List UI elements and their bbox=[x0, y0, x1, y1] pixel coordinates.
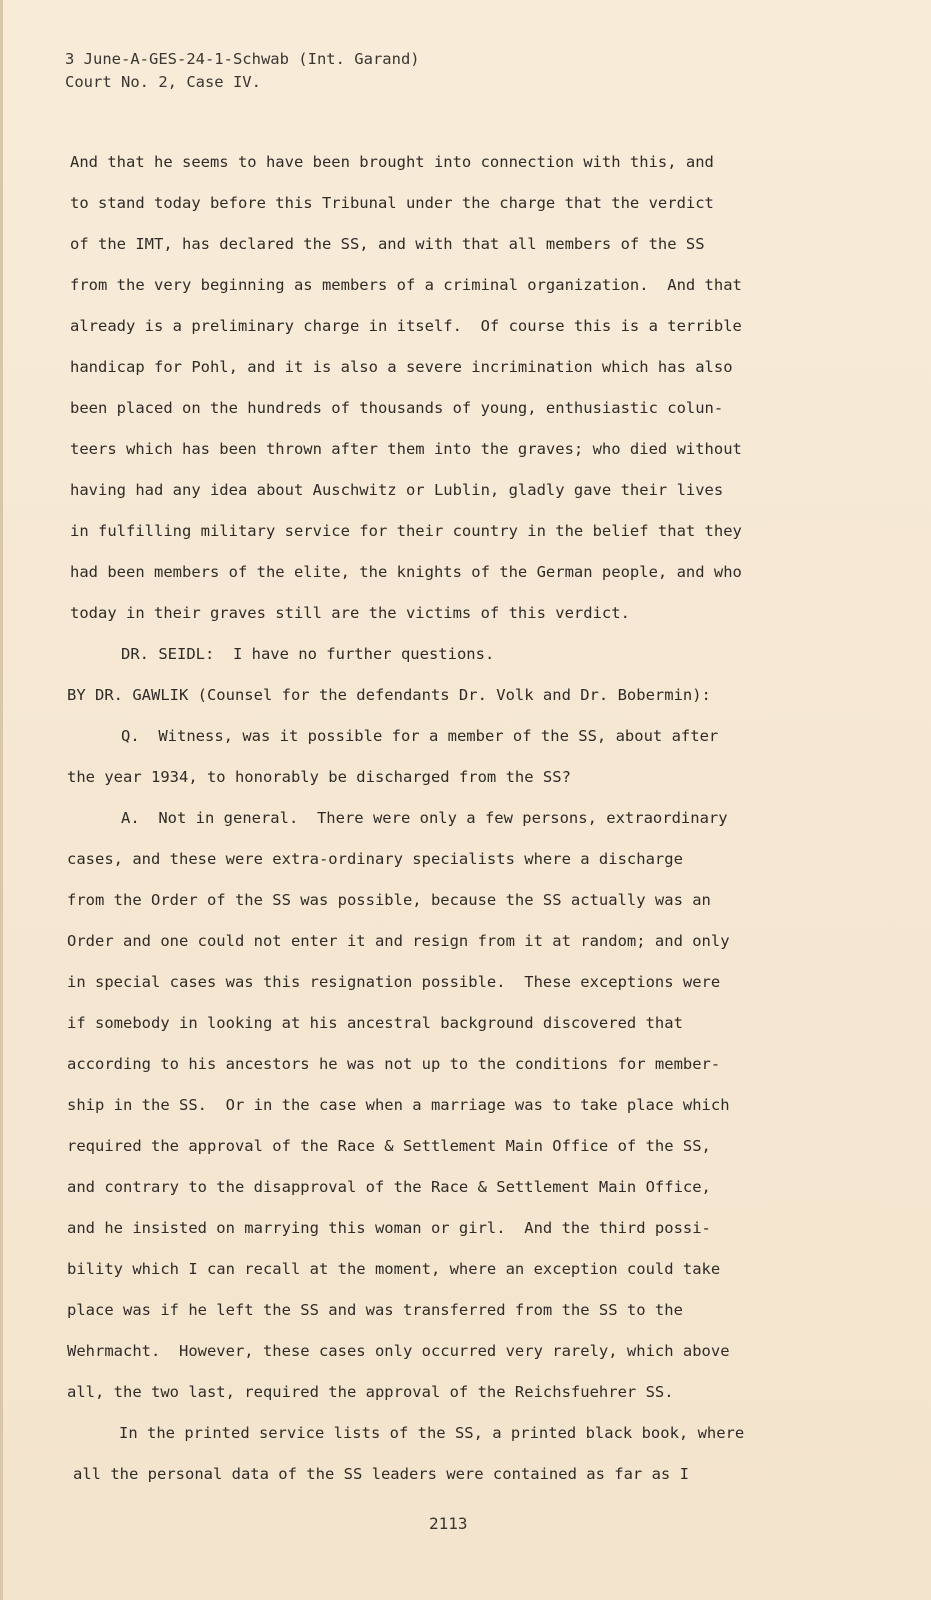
text-line: required the approval of the Race & Settlement Main Office of the SS, bbox=[67, 1137, 711, 1155]
text-line: from the very beginning as members of a criminal organization. And that bbox=[70, 276, 742, 294]
text-line: handicap for Pohl, and it is also a severe incrimination which has also bbox=[70, 358, 733, 376]
text-line: ship in the SS. Or in the case when a marriage was to take place which bbox=[67, 1096, 730, 1114]
speaker-line: DR. SEIDL: I have no further questions. bbox=[121, 645, 495, 663]
text-line: today in their graves still are the victims of this verdict. bbox=[70, 604, 630, 622]
text-line: place was if he left the SS and was transferred from the SS to the bbox=[67, 1301, 683, 1319]
text-line: And that he seems to have been brought into connection with this, and bbox=[70, 153, 714, 171]
text-line: and he insisted on marrying this woman or girl. And the third possi- bbox=[67, 1219, 711, 1237]
header-line-2: Court No. 2, Case IV. bbox=[65, 73, 261, 91]
text-line: Wehrmacht. However, these cases only occurred very rarely, which above bbox=[67, 1342, 730, 1360]
text-line: had been members of the elite, the knights of the German people, and who bbox=[70, 563, 742, 581]
answer-line: A. Not in general. There were only a few persons, extraordinary bbox=[121, 809, 728, 827]
text-line: the year 1934, to honorably be discharged from the SS? bbox=[67, 768, 571, 786]
text-line: all, the two last, required the approval of the Reichsfuehrer SS. bbox=[67, 1383, 674, 1401]
text-line: having had any idea about Auschwitz or Lublin, gladly gave their lives bbox=[70, 481, 724, 499]
text-line: already is a preliminary charge in itself. Of course this is a terrible bbox=[70, 317, 742, 335]
text-line: of the IMT, has declared the SS, and with that all members of the SS bbox=[70, 235, 705, 253]
text-line: in fulfilling military service for their country in the belief that they bbox=[70, 522, 742, 540]
text-line: In the printed service lists of the SS, a printed black book, where bbox=[119, 1424, 745, 1442]
text-line: all the personal data of the SS leaders were contained as far as I bbox=[73, 1465, 689, 1483]
text-line: cases, and these were extra-ordinary specialists where a discharge bbox=[67, 850, 683, 868]
text-line: in special cases was this resignation possible. These exceptions were bbox=[67, 973, 721, 991]
text-line: from the Order of the SS was possible, because the SS actually was an bbox=[67, 891, 711, 909]
document-header bbox=[65, 48, 420, 94]
text-line: been placed on the hundreds of thousands of young, enthusiastic colun- bbox=[70, 399, 724, 417]
question-line: Q. Witness, was it possible for a member of the SS, about after bbox=[121, 727, 719, 745]
text-line: and contrary to the disapproval of the Race & Settlement Main Office, bbox=[67, 1178, 711, 1196]
page-number: 2113 bbox=[429, 1514, 468, 1533]
text-line: to stand today before this Tribunal under the charge that the verdict bbox=[70, 194, 714, 212]
examination-heading: BY DR. GAWLIK (Counsel for the defendants Dr. Volk and Dr. Bobermin): bbox=[67, 686, 711, 704]
text-line: Order and one could not enter it and resign from it at random; and only bbox=[67, 932, 730, 950]
text-line: if somebody in looking at his ancestral background discovered that bbox=[67, 1014, 683, 1032]
text-line: bility which I can recall at the moment, where an exception could take bbox=[67, 1260, 721, 1278]
text-line: teers which has been thrown after them into the graves; who died without bbox=[70, 440, 742, 458]
header-line-1: 3 June-A-GES-24-1-Schwab (Int. Garand) bbox=[65, 50, 420, 68]
text-line: according to his ancestors he was not up to the conditions for member- bbox=[67, 1055, 721, 1073]
